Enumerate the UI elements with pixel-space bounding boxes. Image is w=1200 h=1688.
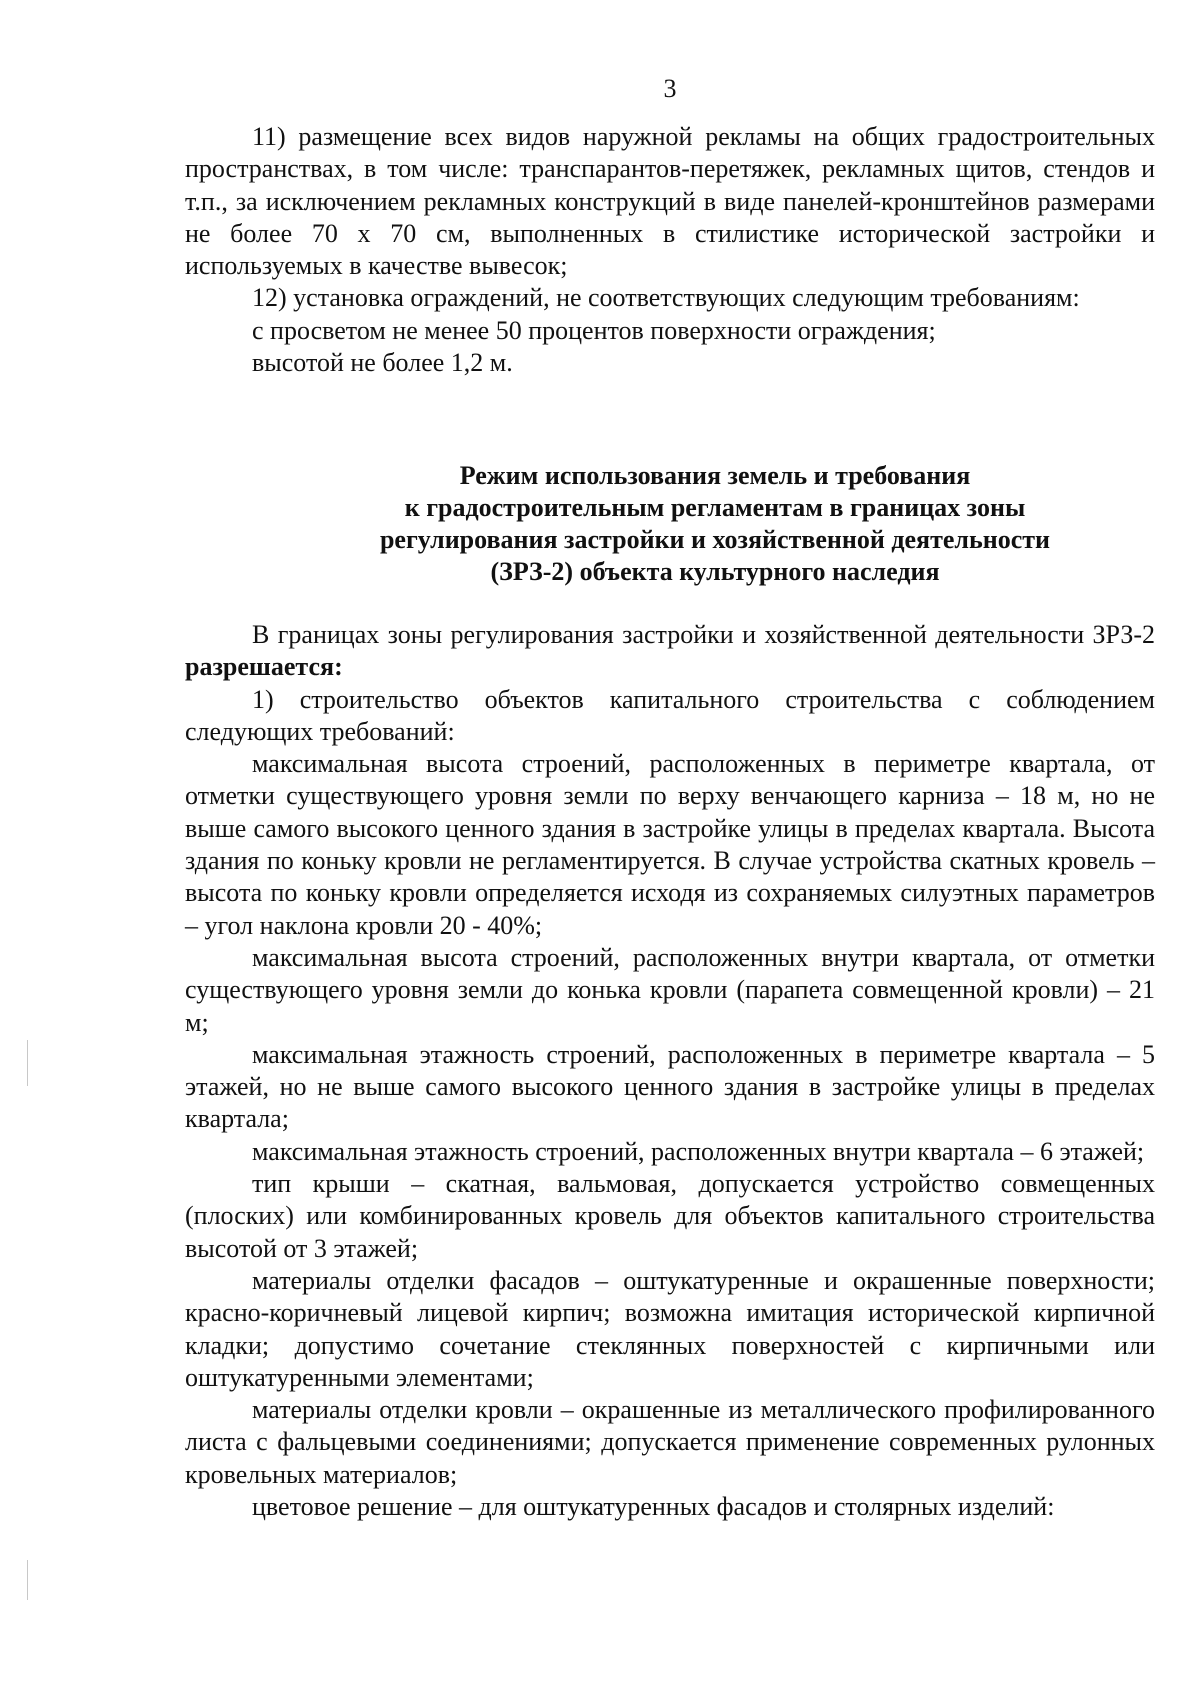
- item-11-advertising: 11) размещение всех видов наружной рекламы на общих градостроительных пространствах, в том числе: транспарантов-перетяжек, рекламных щитов, стендов и т.п., за исключением рекламных конструкций в виде панелей-кронштейнов размерами не более 70 х 70 см, выполненных в стилистике исторической застройки и используемых в качестве вывесок;: [185, 122, 1155, 281]
- roof-type: тип крыши – скатная, вальмовая, допускается устройство совмещенных (плоских) или комбинированных кровель для объектов капитального строительства высотой от 3 этажей;: [185, 1169, 1155, 1263]
- prohibitions-continued: [185, 121, 1155, 379]
- heading-line-1: Режим использования земель и требования: [459, 461, 971, 490]
- intro-paragraph: [185, 619, 1155, 684]
- color-solution: цветовое решение – для оштукатуренных фасадов и столярных изделий:: [252, 1492, 1055, 1522]
- heading-line-2: к градостроительным регламентам в границах зоны: [404, 493, 1026, 522]
- heading-line-3: регулирования застройки и хозяйственной деятельности: [379, 525, 1051, 554]
- intro-bold: разрешается:: [185, 652, 343, 682]
- max-height-perimeter: максимальная высота строений, расположенных в периметре квартала, от отметки существующего уровня земли по верху венчающего карниза – 18 м, но не выше самого высокого ценного здания в застройке улицы в пределах квартала. Высота здания по коньку кровли не регламентируется. В случае устройства скатных кровель – высота по коньку кровли определяется исходя из сохраняемых силуэтных параметров – угол наклона кровли 20 - 40%;: [185, 749, 1155, 940]
- max-floors-inside: максимальная этажность строений, расположенных внутри квартала – 6 этажей;: [252, 1136, 1145, 1166]
- item-12-requirement-height: высотой не более 1,2 м.: [252, 348, 513, 378]
- item-12-fences: 12) установка ограждений, не соответствующих следующим требованиям:: [252, 283, 1080, 313]
- intro-text: В границах зоны регулирования застройки и хозяйственной деятельности ЗРЗ-2: [252, 620, 1155, 649]
- roof-materials: материалы отделки кровли – окрашенные из металлического профилированного листа с фальцевыми соединениями; допускается применение современных рулонных кровельных материалов;: [185, 1395, 1155, 1489]
- max-height-inside: максимальная высота строений, расположенных внутри квартала, от отметки существующего уровня земли до конька кровли (парапета совмещенной кровли) – 21 м;: [185, 942, 1155, 1037]
- max-floors-perimeter: максимальная этажность строений, расположенных в периметре квартала – 5 этажей, но не выше самого высокого ценного здания в застройке улицы в пределах квартала;: [185, 1039, 1155, 1134]
- facade-materials: материалы отделки фасадов – оштукатуренные и окрашенные поверхности; красно-коричневый лицевой кирпич; возможна имитация исторической кирпичной кладки; допустимо сочетание стеклянных поверхностей с кирпичными или оштукатуренными элементами;: [185, 1265, 1155, 1392]
- scan-artifact-line: [27, 1560, 28, 1600]
- scan-artifact-line: [27, 1040, 28, 1086]
- item-1-construction: 1) строительство объектов капитального строительства с соблюдением следующих требований:: [185, 684, 1155, 746]
- section-heading: [185, 460, 1155, 588]
- heading-line-4: (ЗРЗ-2) объекта культурного наследия: [490, 557, 940, 586]
- permitted-section: [185, 619, 1155, 1523]
- page-number: 3: [663, 74, 677, 103]
- item-12-requirement-clearance: с просветом не менее 50 процентов поверхности ограждения;: [252, 315, 936, 345]
